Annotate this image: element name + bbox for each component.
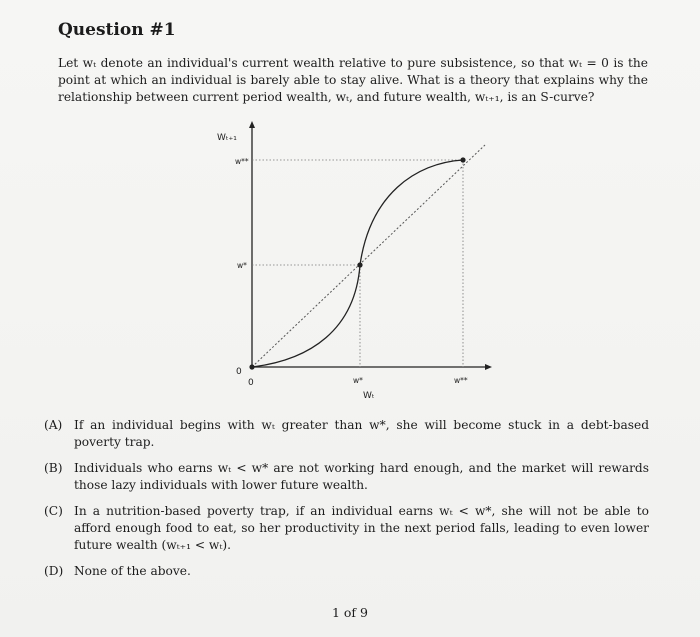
option-letter: (B) — [44, 461, 63, 475]
option-text: In a nutrition-based poverty trap, if an individual earns wₜ < w*, she will not be able to afford enough food to eat, so her productivity in the next period falls, leading to even lower future wealth (wₜ₊₁ < wₜ). — [74, 504, 649, 552]
y-tick-w-star: w* — [237, 261, 247, 270]
y-origin-label: 0 — [236, 367, 242, 377]
option-b[interactable] — [44, 460, 649, 494]
x-axis-label: Wₜ — [363, 391, 375, 401]
s-curve — [252, 160, 463, 367]
unstable-equilibrium-point — [357, 262, 362, 267]
y-axis-label: Wₜ₊₁ — [217, 133, 237, 143]
y-axis-arrow — [249, 121, 255, 128]
page-number: 1 of 9 — [331, 605, 368, 620]
y-tick-w-star-star: w** — [235, 157, 249, 166]
origin-point — [249, 364, 254, 369]
x-axis-arrow — [485, 364, 492, 370]
option-text: If an individual begins with wₜ greater than w*, she will become stuck in a debt-based poverty trap. — [74, 418, 649, 449]
option-text: None of the above. — [74, 564, 191, 578]
question-title: Question #1 — [58, 20, 176, 40]
option-d[interactable] — [44, 563, 649, 580]
option-text: Individuals who earns wₜ < w* are not working hard enough, and the market will rewards those lazy individuals with lower future wealth. — [74, 461, 649, 492]
x-origin-label: 0 — [248, 378, 254, 388]
x-tick-w-star: w* — [353, 376, 363, 385]
option-letter: (D) — [44, 564, 64, 578]
s-curve-figure — [195, 115, 505, 410]
option-c[interactable] — [44, 503, 649, 554]
x-tick-w-star-star: w** — [454, 376, 468, 385]
stable-equilibrium-point — [460, 157, 465, 162]
question-text: Let wₜ denote an individual's current wealth relative to pure subsistence, so that wₜ = 0 is the point at which an individual is barely able to stay alive. What is a theory that explains why the relationship between current period wealth, wₜ, and future wealth, wₜ₊₁, is an S-curve? — [58, 56, 648, 104]
option-a[interactable] — [44, 417, 649, 451]
answer-options — [44, 417, 649, 589]
option-letter: (A) — [44, 418, 63, 432]
option-letter: (C) — [44, 504, 63, 518]
45-degree-line — [252, 145, 485, 367]
